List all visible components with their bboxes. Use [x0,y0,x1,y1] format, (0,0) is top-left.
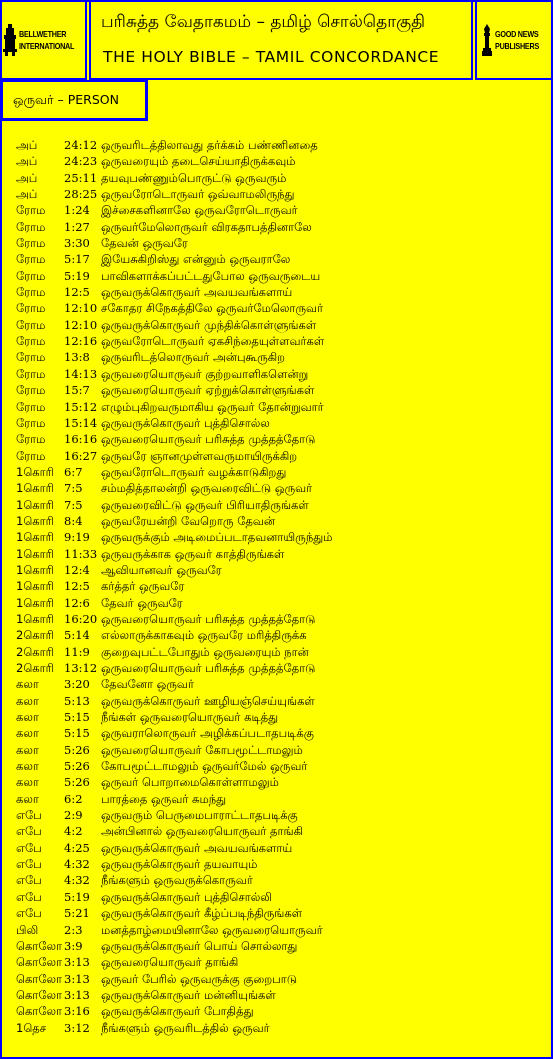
verse-text: ஒருவரோடொருவர் ஒவ்வாமலிருந்து [101,187,295,202]
verse-ref: 1:27 [64,219,90,234]
concordance-row [16,383,546,399]
verse-text: தயவுபண்ணும்பொருட்டு ஒருவரும் [101,170,287,185]
verse-text: ஒருவரையும் தடைசெய்யாதிருக்கவும் [101,154,296,169]
book-abbrev: பிலி [16,922,39,937]
verse-text: ஒருவரைவிட்டு ஒருவர் பிரியாதிருங்கள் [101,497,309,512]
concordance-row [16,612,546,628]
goodnews-logo [481,24,547,56]
book-abbrev: கொலோ [16,987,63,1002]
verse-text: ஒருவரோடொருவர் ஏகசிந்தையுள்ளவர்கள் [101,334,325,349]
book-abbrev: ரோம [16,334,46,349]
book-abbrev: ரோம [16,366,46,381]
verse-ref: 3:13 [64,971,90,986]
verse-ref: 16:20 [64,611,98,626]
concordance-row [16,906,546,922]
concordance-list [16,138,546,1037]
verse-text: ஒருவருக்கொருவர் கீழ்ப்படிந்திருங்கள் [101,906,303,921]
concordance-row [16,808,546,824]
book-abbrev: 1கொரி [16,481,54,496]
verse-text: தேவனோ ஒருவர் [101,677,194,692]
book-abbrev: கலா [16,726,39,741]
verse-ref: 5:15 [64,710,90,725]
verse-text: ஒருவருக்காக ஒருவர் காத்திருங்கள் [101,546,285,561]
verse-text: எல்லாருக்காகவும் ஒருவரே மரித்திருக்க [101,628,307,643]
verse-ref: 15:12 [64,399,98,414]
verse-text: ஒருவரிடத்லொருவர் அன்புகூருகிற [101,350,285,365]
concordance-row [16,481,546,497]
concordance-row [16,1004,546,1020]
concordance-row [16,432,546,448]
verse-text: ஒருவருக்கொருவர் முந்திக்கொள்ளுங்கள் [101,317,317,332]
verse-ref: 16:16 [64,432,98,447]
header [0,0,553,80]
book-abbrev: 1கொரி [16,595,54,610]
bellwether-logo-box [0,0,87,80]
verse-text: எழும்புகிறவருமாகிய ஒருவர் தோன்றுவார் [101,399,324,414]
verse-ref: 15:7 [64,383,90,398]
verse-ref: 12:16 [64,334,98,349]
verse-ref: 4:32 [64,873,90,888]
bellwether-logo [3,24,84,56]
verse-text: ஒருவரையொருவர் பரிசுத்த முத்தத்தோடு [101,661,316,675]
concordance-row [16,350,546,366]
book-abbrev: 1கொரி [16,579,54,594]
concordance-row [16,138,546,154]
concordance-row [16,645,546,661]
title-english: THE HOLY BIBLE – TAMIL CONCORDANCE [103,48,440,66]
verse-ref: 5:17 [64,252,90,267]
concordance-row [16,988,546,1004]
book-abbrev: கலா [16,677,39,692]
verse-ref: 11:9 [64,644,90,659]
book-abbrev: கலா [16,791,39,806]
verse-ref: 3:20 [64,677,90,692]
verse-text: ஒருவரே ஞானமுள்ளவருமாயிருக்கிற [101,448,298,463]
book-abbrev: கொலோ [16,955,63,970]
verse-text: ஒருவருக்கொருவர் போதித்து [101,1004,254,1019]
verse-text: நீங்களும் ஒருவருக்கொருவர் [101,873,253,888]
book-abbrev: ரோம [16,301,46,316]
verse-ref: 13:8 [64,350,90,365]
verse-ref: 12:6 [64,595,90,610]
book-abbrev: 1கொரி [16,611,54,626]
verse-ref: 5:26 [64,742,90,757]
verse-ref: 1:24 [64,203,90,218]
concordance-row [16,285,546,301]
book-abbrev: எபே [16,873,42,888]
verse-ref: 8:4 [64,513,83,528]
verse-ref: 3:13 [64,955,90,970]
verse-ref: 28:25 [64,187,98,202]
concordance-row [16,857,546,873]
verse-text: சம்மதித்தாலன்றி ஒருவரைவிட்டு ஒருவர் [101,481,313,496]
verse-ref: 2:9 [64,808,83,823]
verse-text: ஒருவருக்கொருவர் தயவாயும் [101,857,258,872]
book-abbrev: கொலோ [16,971,63,986]
verse-ref: 5:26 [64,759,90,774]
verse-ref: 11:33 [64,546,98,561]
verse-text: ஒருவரேயன்றி வேறொரு தேவன் [101,513,276,528]
logo-right-line2: PUBLISHERS [495,41,540,51]
concordance-row [16,334,546,350]
concordance-row [16,661,546,677]
concordance-row [16,318,546,334]
book-abbrev: கலா [16,710,39,725]
book-abbrev: கொலோ [16,938,63,953]
verse-text: ஒருவரும் பெருமைபாராட்டாதபடிக்கு [101,808,298,823]
concordance-row [16,923,546,939]
logo-left-line1: BELLWETHER [19,29,67,39]
book-abbrev: கலா [16,742,39,757]
verse-text: ஒருவருக்கொருவர் அவயவங்களாய் [101,840,293,855]
concordance-row [16,694,546,710]
verse-text: ஒருவரிடத்திலாவது தர்க்கம் பண்ணினதை [101,138,318,152]
verse-ref: 5:15 [64,726,90,741]
concordance-row [16,563,546,579]
verse-text: இச்சைகளினாலே ஒருவரோடொருவர் [101,203,298,218]
concordance-row [16,530,546,546]
book-abbrev: அப் [16,170,38,185]
verse-ref: 5:13 [64,693,90,708]
verse-text: நீங்கள் ஒருவரையொருவர் கடித்து [101,710,279,725]
concordance-row [16,547,546,563]
verse-text: ஒருவரோடொருவர் வழக்காடுகிறது [101,464,287,479]
concordance-row [16,743,546,759]
book-abbrev: ரோம [16,268,46,283]
book-abbrev: ரோம [16,252,46,267]
concordance-row [16,792,546,808]
book-abbrev: கலா [16,775,39,790]
verse-ref: 25:11 [64,170,98,185]
verse-text: கோபமூட்டாமலும் ஒருவர்மேல் ஒருவர் [101,759,308,774]
book-abbrev: ரோம [16,236,46,251]
book-abbrev: அப் [16,154,38,169]
concordance-row [16,269,546,285]
verse-ref: 5:19 [64,268,90,283]
concordance-row [16,367,546,383]
concordance-row [16,154,546,170]
bellwether-sheep-icon [3,24,17,56]
verse-text: ஒருவர்மேலொருவர் விரகதாபத்தினாலே [101,219,312,234]
goodnews-logo-box [475,0,553,80]
concordance-row [16,236,546,252]
verse-ref: 3:16 [64,1004,90,1019]
book-abbrev: எபே [16,906,42,921]
verse-ref: 4:32 [64,857,90,872]
book-abbrev: 1கொரி [16,562,54,577]
verse-text: தேவன் ஒருவரே [101,236,188,251]
logo-left-line2: INTERNATIONAL [19,41,75,51]
verse-ref: 7:5 [64,497,83,512]
book-abbrev: எபே [16,824,42,839]
verse-ref: 2:3 [64,922,83,937]
book-abbrev: கொலோ [16,1004,63,1019]
book-abbrev: அப் [16,138,38,152]
verse-ref: 14:13 [64,366,98,381]
verse-text: ஒருவரையொருவர் தாங்கி [101,955,239,970]
book-abbrev: 2கொரி [16,628,54,643]
verse-ref: 13:12 [64,661,98,675]
concordance-row [16,677,546,693]
concordance-row [16,824,546,840]
concordance-row [16,171,546,187]
verse-text: கர்த்தர் ஒருவரே [101,579,185,594]
verse-ref: 12:10 [64,317,98,332]
book-abbrev: கலா [16,693,39,708]
book-abbrev: அப் [16,187,38,202]
concordance-row [16,759,546,775]
verse-text: பாரத்தை ஒருவர் சுமந்து [101,791,227,806]
book-abbrev: ரோம [16,432,46,447]
concordance-row [16,514,546,530]
verse-ref: 12:4 [64,562,90,577]
book-abbrev: 1கொரி [16,546,54,561]
book-abbrev: எபே [16,808,42,823]
concordance-row [16,465,546,481]
concordance-row [16,890,546,906]
book-abbrev: 2கொரி [16,644,54,659]
verse-ref: 3:12 [64,1020,90,1035]
verse-text: ஒருவரையொருவர் குற்றவாளிகளென்று [101,366,309,381]
verse-ref: 24:23 [64,154,98,169]
verse-text: ஒருவருக்கொருவர் ஊழியஞ்செய்யுங்கள் [101,693,315,708]
verse-ref: 5:21 [64,906,90,921]
verse-ref: 3:30 [64,236,90,251]
verse-text: ஒருவரையொருவர் பரிசுத்த முத்தத்தோடு [101,432,316,447]
verse-text: ஒருவராலொருவர் அழிக்கப்படாதபடிக்கு [101,726,314,741]
concordance-row [16,710,546,726]
concordance-row [16,596,546,612]
concordance-row [16,203,546,219]
verse-text: ஒருவர் பேரில் ஒருவருக்கு குறைபாடு [101,971,297,986]
book-abbrev: 2கொரி [16,661,54,675]
book-abbrev: ரோம [16,350,46,365]
verse-text: பாவிகளாக்கப்பட்டதுபோல ஒருவருடைய [101,268,321,283]
book-abbrev: 1கொரி [16,530,54,545]
concordance-row [16,498,546,514]
verse-text: ஒருவருக்கொருவர் பொய் சொல்லாது [101,938,298,953]
verse-text: ஒருவரையொருவர் கோபமூட்டாமலும் [101,742,303,757]
verse-ref: 12:10 [64,301,98,316]
book-abbrev: ரோம [16,203,46,218]
book-abbrev: 1கொரி [16,464,54,479]
book-abbrev: கலா [16,759,39,774]
book-abbrev: ரோம [16,317,46,332]
word-box [0,80,148,121]
title-tamil: பரிசுத்த வேதாகமம் – தமிழ் சொல்தொகுதி [101,12,426,32]
verse-text: இயேசுகிறிஸ்து என்னும் ஒருவராலே [101,252,291,267]
concordance-row [16,1021,546,1037]
book-abbrev: ரோம [16,448,46,463]
verse-ref: 3:9 [64,938,83,953]
verse-text: ஒருவருக்கொருவர் மன்னியுங்கள் [101,987,276,1002]
book-abbrev: 1தெச [16,1020,47,1035]
book-abbrev: 1கொரி [16,513,54,528]
verse-ref: 16:27 [64,448,98,463]
verse-text: ஒருவரையொருவர் ஏற்றுக்கொள்ளுங்கள் [101,383,315,398]
concordance-row [16,726,546,742]
book-abbrev: எபே [16,889,42,904]
book-abbrev: 1கொரி [16,497,54,512]
book-abbrev: ரோம [16,399,46,414]
verse-ref: 6:2 [64,791,83,806]
verse-text: சகோதர சிநேகத்திலே ஒருவர்மேலொருவர் [101,301,324,316]
verse-text: ஒருவர் பொறாமைகொள்ளாமலும் [101,775,279,790]
verse-text: ஆவியானவர் ஒருவரே [101,562,222,577]
verse-text: நீங்களும் ஒருவரிடத்தில் ஒருவர் [101,1020,270,1035]
word-label: ஒருவர் – PERSON [13,92,119,107]
verse-ref: 12:5 [64,285,90,300]
concordance-row [16,449,546,465]
verse-text: ஒருவருக்கும் அடிமைப்படாதவனாயிருந்தும் [101,530,333,545]
title-box [89,0,473,80]
book-abbrev: ரோம [16,383,46,398]
concordance-row [16,841,546,857]
verse-ref: 12:5 [64,579,90,594]
book-abbrev: ரோம [16,415,46,430]
verse-ref: 15:14 [64,415,98,430]
verse-ref: 4:25 [64,840,90,855]
verse-text: ஒருவருக்கொருவர் புத்திசொல்லி [101,889,273,904]
verse-text: மனத்தாழ்மையினாலே ஒருவரையொருவர் [101,922,323,937]
concordance-row [16,939,546,955]
concordance-row [16,301,546,317]
book-abbrev: எபே [16,840,42,855]
logo-right-line1: GOOD NEWS [495,29,539,39]
concordance-row [16,400,546,416]
verse-ref: 6:7 [64,464,83,479]
verse-text: ஒருவருக்கொருவர் அவயவங்களாய் [101,285,293,300]
book-abbrev: ரோம [16,285,46,300]
verse-text: தேவர் ஒருவரே [101,595,183,610]
verse-text: ஒருவருக்கொருவர் புத்திசொல்ல [101,415,270,430]
verse-ref: 24:12 [64,138,98,152]
verse-text: குறைவுபட்டபோதும் ஒருவரையும் நான் [101,644,309,659]
concordance-row [16,972,546,988]
concordance-row [16,775,546,791]
verse-ref: 5:19 [64,889,90,904]
concordance-row [16,187,546,203]
verse-ref: 5:26 [64,775,90,790]
concordance-row [16,579,546,595]
concordance-row [16,220,546,236]
concordance-row [16,873,546,889]
book-abbrev: ரோம [16,219,46,234]
verse-ref: 7:5 [64,481,83,496]
concordance-row [16,252,546,268]
book-abbrev: எபே [16,857,42,872]
verse-text: ஒருவரையொருவர் பரிசுத்த முத்தத்தோடு [101,611,316,626]
concordance-row [16,628,546,644]
verse-ref: 9:19 [64,530,90,545]
verse-ref: 3:13 [64,987,90,1002]
goodnews-torch-icon [481,24,493,56]
concordance-row [16,955,546,971]
verse-text: அன்பினால் ஒருவரையொருவர் தாங்கி [101,824,304,839]
verse-ref: 4:2 [64,824,83,839]
verse-ref: 5:14 [64,628,90,643]
concordance-row [16,416,546,432]
